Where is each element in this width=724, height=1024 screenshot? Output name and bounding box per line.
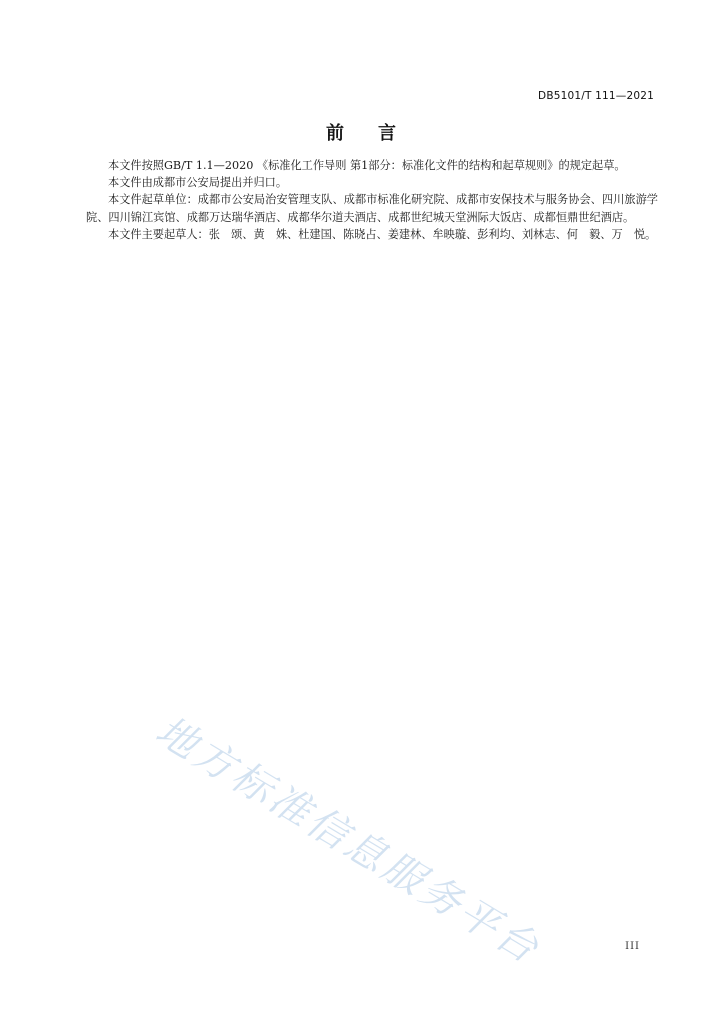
paragraph-proposer: 本文件由成都市公安局提出并归口。 xyxy=(108,176,288,190)
page-title xyxy=(0,119,724,145)
watermark: 地方标准信息服务平台 xyxy=(147,707,549,974)
preface-body xyxy=(86,157,658,243)
title-char-right: 言 xyxy=(378,123,398,144)
paragraph-drafting-units: 本文件起草单位：成都市公安局治安管理支队、成都市标准化研究院、成都市安保技术与服务协会、四川旅游学院、四川锦江宾馆、成都万达瑞华酒店、成都华尔道夫酒店、成都世纪城天堂洲际大饭店、成都恒鼎世纪酒店。 xyxy=(86,193,658,224)
title-char-left: 前 xyxy=(326,123,346,144)
standard-code: DB5101/T 111—2021 xyxy=(538,90,654,102)
paragraph-drafting-rules: 本文件按照GB/T 1.1—2020 《标准化工作导则 第1部分：标准化文件的结构和起草规则》的规定起草。 xyxy=(108,159,626,172)
page-number: III xyxy=(625,941,640,952)
paragraph-drafters: 本文件主要起草人：张 颂、黄 姝、杜建国、陈晓占、姜建林、牟映璇、彭利均、刘林志、何 毅、万 悦。 xyxy=(108,227,657,241)
